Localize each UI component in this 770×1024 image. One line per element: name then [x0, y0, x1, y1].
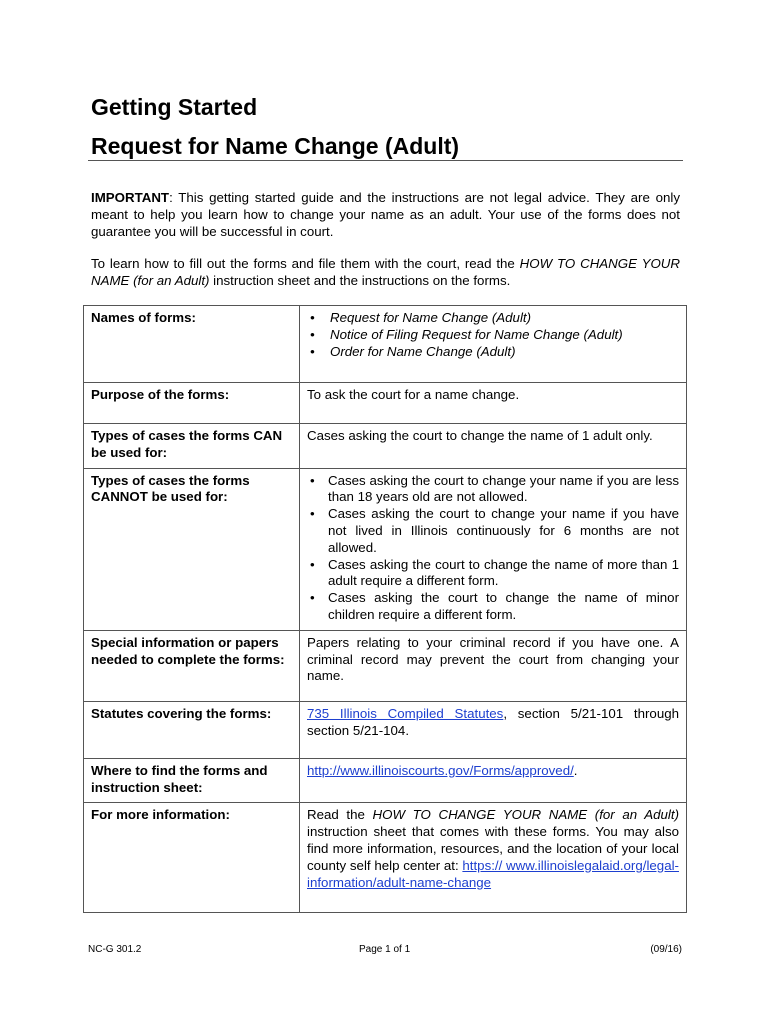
can-label: Types of cases the forms CAN be used for: — [84, 424, 300, 469]
where-value — [300, 758, 687, 803]
names-list — [307, 310, 679, 360]
page-title: Getting Started — [91, 94, 258, 120]
table-row-statutes — [84, 701, 687, 758]
purpose-label: Purpose of the forms: — [84, 383, 300, 424]
names-value — [300, 306, 687, 383]
cannot-value — [300, 468, 687, 630]
form-number: NC-G 301.2 — [88, 944, 142, 955]
page-number: Page 1 of 1 — [359, 944, 411, 955]
can-value: Cases asking the court to change the name of 1 adult only. — [300, 424, 687, 469]
important-paragraph — [91, 190, 680, 240]
more-pre: Read the — [307, 807, 373, 823]
table-row-where — [84, 758, 687, 803]
special-label: Special information or papers needed to complete the forms: — [84, 630, 300, 701]
forms-url-link[interactable]: http://www.illinoiscourts.gov/Forms/approved/ — [307, 762, 574, 778]
list-item: • Cases asking the court to change the name of minor children require a different form. — [307, 590, 679, 624]
cannot-label: Types of cases the forms CANNOT be used for: — [84, 468, 300, 630]
where-rest: . — [573, 762, 578, 778]
more-post: instruction sheet that comes with these forms. You may also find more information, resources, and the location of your local county self help center at: — [307, 824, 679, 873]
learn-instruction-title: HOW TO CHANGE YOUR NAME (for an Adult) — [91, 256, 681, 288]
page-subtitle — [91, 131, 459, 161]
cannot-list — [307, 473, 679, 624]
subtitle-rest: (Adult) — [378, 133, 460, 159]
purpose-value: To ask the court for a name change. — [300, 383, 687, 424]
learn-paragraph — [91, 256, 680, 290]
important-text: : This getting started guide and the instructions are not legal advice. They are only meant to help you learn how to change your name as an adult. Your use of the forms does not guarantee you will be successful in court. — [91, 190, 680, 239]
special-value: Papers relating to your criminal record if you have one. A criminal record may prevent the court from changing your name. — [300, 630, 687, 701]
learn-post: instruction sheet and the instructions on the forms. — [209, 272, 511, 288]
learn-pre: To learn how to fill out the forms and file them with the court, read the — [91, 256, 520, 271]
statutes-rest: , section 5/21-101 through section 5/21-104. — [307, 705, 680, 738]
names-label: Names of forms: — [84, 306, 300, 383]
table-row-can — [84, 424, 687, 469]
statutes-link[interactable]: 735 Illinois Compiled Statutes — [307, 705, 504, 721]
where-label: Where to find the forms and instruction sheet: — [84, 758, 300, 803]
list-item: • Order for Name Change (Adult) — [307, 344, 679, 361]
forms-info-table — [83, 305, 687, 913]
table-row-purpose — [84, 383, 687, 424]
revision-date: (09/16) — [650, 944, 682, 955]
title-divider — [88, 160, 683, 161]
table-row-special — [84, 630, 687, 701]
table-row-more — [84, 803, 687, 913]
subtitle-bold: Request for Name Change — [91, 133, 379, 159]
table-row-cannot — [84, 468, 687, 630]
list-item: • Cases asking the court to change your name if you are less than 18 years old are not allowed. — [307, 473, 679, 507]
list-item: • Cases asking the court to change your name if you have not lived in Illinois continuously for 6 months are not allowed. — [307, 506, 679, 556]
list-item: • Cases asking the court to change the name of more than 1 adult require a different form. — [307, 557, 679, 591]
statutes-label: Statutes covering the forms: — [84, 701, 300, 758]
legal-aid-link[interactable]: https:// www.illinoislegalaid.org/legal-information/adult-name-change — [307, 857, 679, 890]
more-value — [300, 803, 687, 913]
statutes-value — [300, 701, 687, 758]
important-label: IMPORTANT — [91, 190, 170, 205]
more-instruction-title: HOW TO CHANGE YOUR NAME (for an Adult) — [372, 807, 679, 823]
list-item: • Notice of Filing Request for Name Change (Adult) — [307, 327, 679, 344]
table-row-names — [84, 306, 687, 383]
more-label: For more information: — [84, 803, 300, 913]
list-item: • Request for Name Change (Adult) — [307, 310, 679, 327]
